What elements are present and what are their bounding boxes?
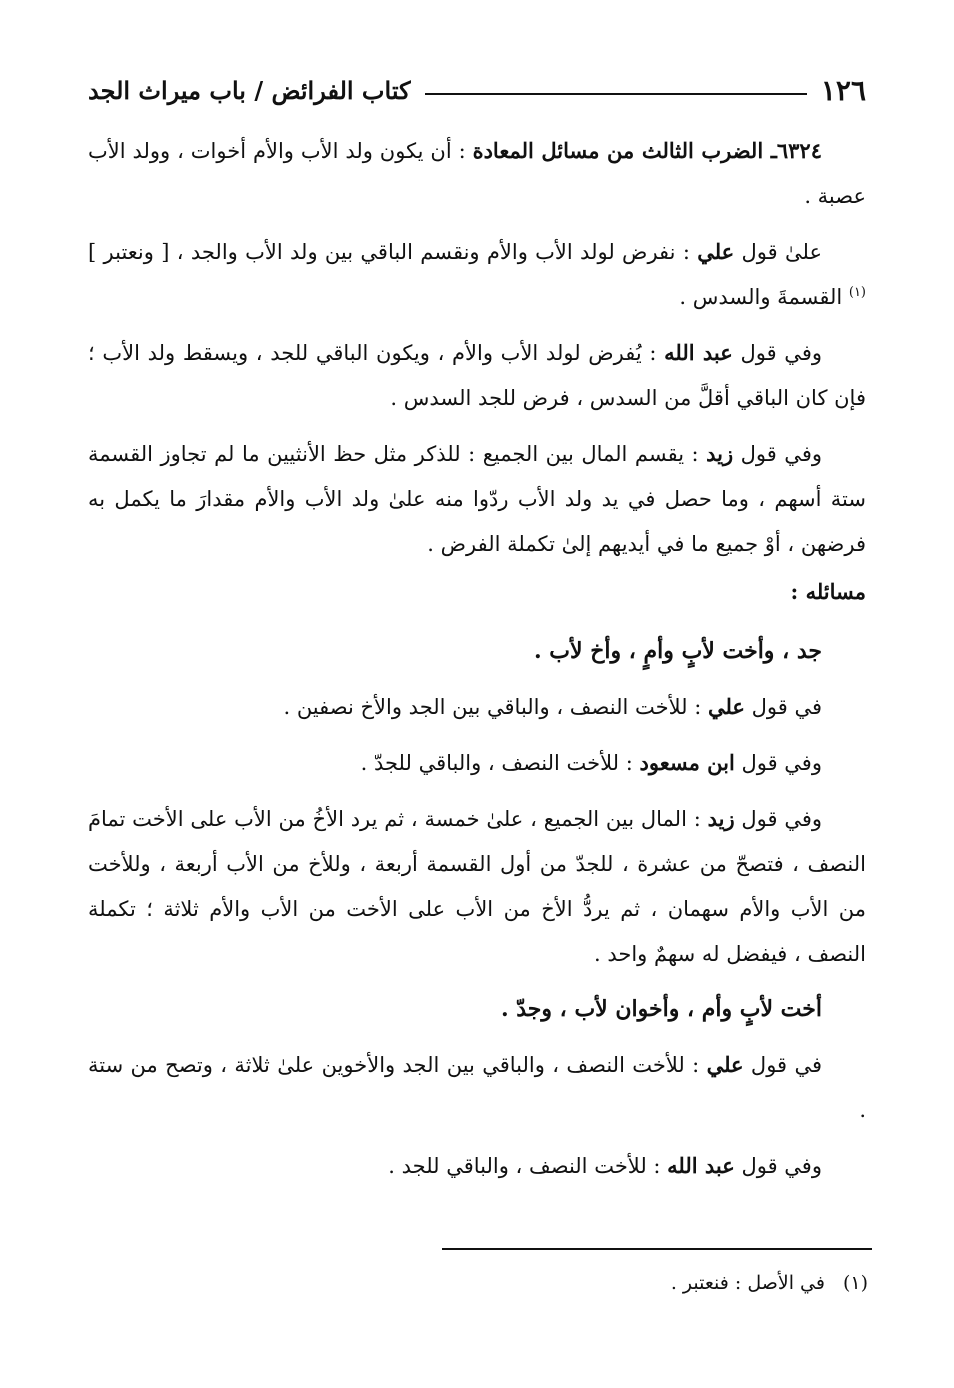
paragraph-ibn-masud [88, 740, 866, 786]
paragraph-abdullah-2 [88, 1143, 866, 1189]
paragraph-text: : للأخت النصف ، والباقي للجد . [388, 1154, 668, 1178]
footnote-number: (١) [842, 1272, 868, 1294]
paragraph-ali-2 [88, 684, 866, 730]
paragraph-text: : للأخت النصف ، والباقي بين الجد والأخ نصفين . [283, 695, 708, 719]
masail-label: مسائله : [790, 579, 866, 604]
paragraph-lead: وفي قول [734, 1154, 822, 1178]
paragraph-text: : نفرض لولد الأب والأم ونقسم الباقي بين ولد الأب والجد ، [ ونعتبر ] [88, 240, 698, 264]
paragraph-lead: علىٰ قول [734, 240, 822, 264]
paragraph-text-cont: القسمةَ والسدس . [679, 285, 849, 309]
scholar-name: علي [707, 694, 745, 719]
section-heading: ٦٣٢٤ـ الضرب الثالث من مسائل المعادة [472, 138, 822, 163]
paragraph-text: : يقسم المال بين الجميع : للذكر مثل حظ الأنثيين ما لم تجاوز القسمة ستة أسهم ، وما حصل في يد ولد الأب ردّوا منه علىٰ ولد الأب والأم مقدارَ ما يكمل به فرضهن ، أوْ جميع ما في أيديهم إلىٰ تكملة الفرض . [88, 442, 866, 556]
paragraph-lead: وفي قول [734, 807, 822, 831]
paragraph-lead: في قول [743, 1053, 822, 1077]
footnote-marker: (١) [848, 285, 866, 300]
paragraph-lead: في قول [744, 695, 822, 719]
case-heading-2: أخت لأبٍ وأم ، وأخوان لأب ، وجدّ . [500, 996, 822, 1022]
scholar-name: زيد [707, 806, 735, 831]
header-rule [425, 93, 807, 95]
scholar-name: علي [697, 239, 735, 264]
paragraph-text: : يُفرض لولد الأب والأم ، ويكون الباقي للجد ، ويسقط ولد الأب ؛ فإن كان الباقي أقلَّ من السدس ، فرض للجد السدس . [88, 341, 866, 410]
paragraph-zayd-2 [88, 796, 866, 977]
scholar-name: علي [706, 1052, 744, 1077]
paragraph-lead: وفي قول [734, 751, 822, 775]
page-body [88, 128, 866, 1199]
page-number: ١٢٦ [820, 73, 866, 107]
paragraph-abdullah-1 [88, 330, 866, 421]
paragraph-lead: وفي قول [732, 341, 822, 365]
paragraph-text: : أن يكون ولد الأب والأم أخوات ، وولد الأب عصبة . [88, 139, 866, 208]
page-header [88, 70, 866, 110]
paragraph-zayd-1 [88, 431, 866, 567]
scholar-name: ابن مسعود [639, 750, 735, 775]
case-heading-1: جد ، وأخت لأبٍ وأمٍ ، وأخ لأب . [533, 638, 822, 664]
paragraph-text: : للأخت النصف ، والباقي للجدّ . [360, 751, 640, 775]
scholar-name: زيد [706, 441, 734, 466]
footnote-text: في الأصل : فنعتبر . [670, 1272, 825, 1294]
paragraph-ali-1 [88, 229, 866, 320]
paragraph-text: : للأخت النصف ، والباقي بين الجد والأخوين علىٰ ثلاثة ، وتصح من ستة . [88, 1053, 866, 1122]
paragraph-text: : المال بين الجميع ، علىٰ خمسة ، ثم يرد الأخُ من الأب على الأخت تمامَ النصف ، فتصحّ من عشرة ، للجدّ من أول القسمة أربعة ، وللأخ من الأب أربعة ، وللأخت من الأب والأم سهمان ، ثم يردُّ الأخ من الأب على الأخت من الأب والأم ثلاثة ؛ تكملة النصف ، فيفضل له سهمٌ واحد . [88, 807, 866, 966]
masail-heading [88, 569, 866, 615]
paragraph-6324 [88, 128, 866, 219]
paragraph-lead: وفي قول [733, 442, 822, 466]
footnote [88, 1268, 868, 1298]
footnote-rule [442, 1248, 872, 1250]
running-title: كتاب الفرائض / باب ميراث الجد [88, 75, 411, 105]
paragraph-ali-3 [88, 1042, 866, 1133]
scholar-name: عبد الله [664, 340, 733, 365]
scholar-name: عبد الله [667, 1153, 735, 1178]
